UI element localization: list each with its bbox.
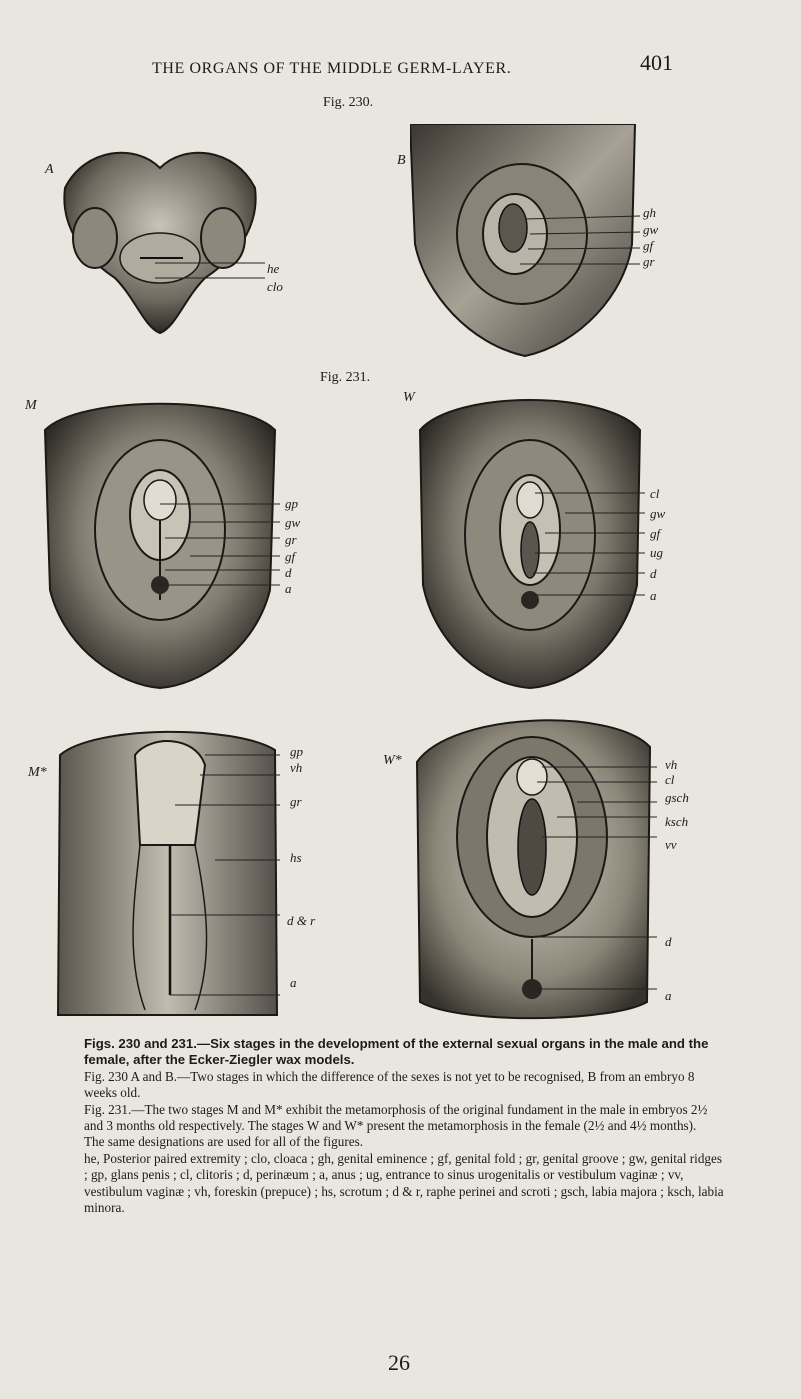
caption-designations: The same designations are used for all of the figures. (84, 1134, 364, 1150)
label-a: a (290, 975, 297, 990)
label-gf: gf (650, 526, 661, 541)
label-gh: gh (643, 205, 656, 220)
figure-panel-w (415, 385, 645, 690)
panel-b-letter: B (397, 153, 406, 168)
label-gp: gp (290, 744, 303, 759)
label-clo: clo (267, 279, 283, 294)
label-gf: gf (643, 238, 654, 253)
label-ksch: ksch (665, 814, 689, 829)
label-he: he (267, 261, 280, 276)
running-title: THE ORGANS OF THE MIDDLE GERM-LAYER. (152, 60, 512, 77)
label-vh: vh (290, 760, 303, 775)
figure-230-label: Fig. 230. (323, 95, 374, 110)
label-vv: vv (665, 837, 677, 852)
label-d-and-r: d & r (287, 913, 316, 928)
label-d: d (285, 565, 292, 580)
label-gw: gw (285, 515, 301, 530)
label-ug: ug (650, 545, 663, 560)
panel-m-letter: M (25, 398, 37, 413)
figure-panel-m (40, 390, 280, 690)
label-gp: gp (285, 496, 298, 511)
label-gw: gw (650, 506, 666, 521)
caption-title: Figs. 230 and 231.—Six stages in the development of the external sexual organs in the male and the female, after the Ecker-Ziegler wax models. (84, 1036, 709, 1068)
label-vh: vh (665, 757, 678, 772)
figure-panel-a (55, 138, 265, 338)
figure-panel-m-star (55, 725, 280, 1020)
panel-a-letter: A (45, 162, 54, 177)
figure-caption (84, 1036, 724, 1216)
caption-fig-231: Fig. 231.—The two stages M and M* exhibit the metamorphosis of the original fundament in the male in embryos 2½ and 3 months old respectively. The stages W and W* present the metamorphosis in the female (2½ and 4½ months). (84, 1101, 708, 1134)
caption-legend: he, Posterior paired extremity ; clo, cloaca ; gh, genital eminence ; gf, genital fold ; gr, genital groove ; gw, genital ridges ; gp, glans penis ; cl, clitoris ; d, perinæum ; a, anus ; ug, entrance to sinus urogenitalis or vestibulum vaginæ ; vv, vestibulum vaginæ ; vh, foreskin (prepuce) ; hs, scrotum ; d & r, raphe perinei and scroti ; gsch, labia majora ; ksch, labia minora. (84, 1150, 724, 1216)
label-gr: gr (285, 532, 297, 547)
label-hs: hs (290, 850, 302, 865)
label-d: d (650, 566, 657, 581)
figure-panel-w-star (412, 707, 657, 1027)
signature-mark: 26 (388, 1350, 410, 1375)
figure-231-label: Fig. 231. (320, 370, 371, 385)
label-a: a (665, 988, 672, 1003)
label-cl: cl (665, 772, 675, 787)
label-gr: gr (643, 254, 655, 269)
caption-fig-230: Fig. 230 A and B.—Two stages in which the difference of the sexes is not yet to be recognised, B from an embryo 8 weeks old. (84, 1068, 695, 1101)
page-number: 401 (640, 50, 673, 75)
label-a: a (285, 581, 292, 596)
panel-w-star-letter: W* (383, 753, 402, 768)
label-cl: cl (650, 486, 660, 501)
figure-panel-b (410, 124, 640, 359)
panel-w-letter: W (403, 390, 415, 405)
label-gsch: gsch (665, 790, 689, 805)
label-gf: gf (285, 549, 296, 564)
label-gr: gr (290, 794, 302, 809)
label-gw: gw (643, 222, 659, 237)
label-d: d (665, 934, 672, 949)
panel-m-star-letter: M* (28, 765, 47, 780)
label-a: a (650, 588, 657, 603)
